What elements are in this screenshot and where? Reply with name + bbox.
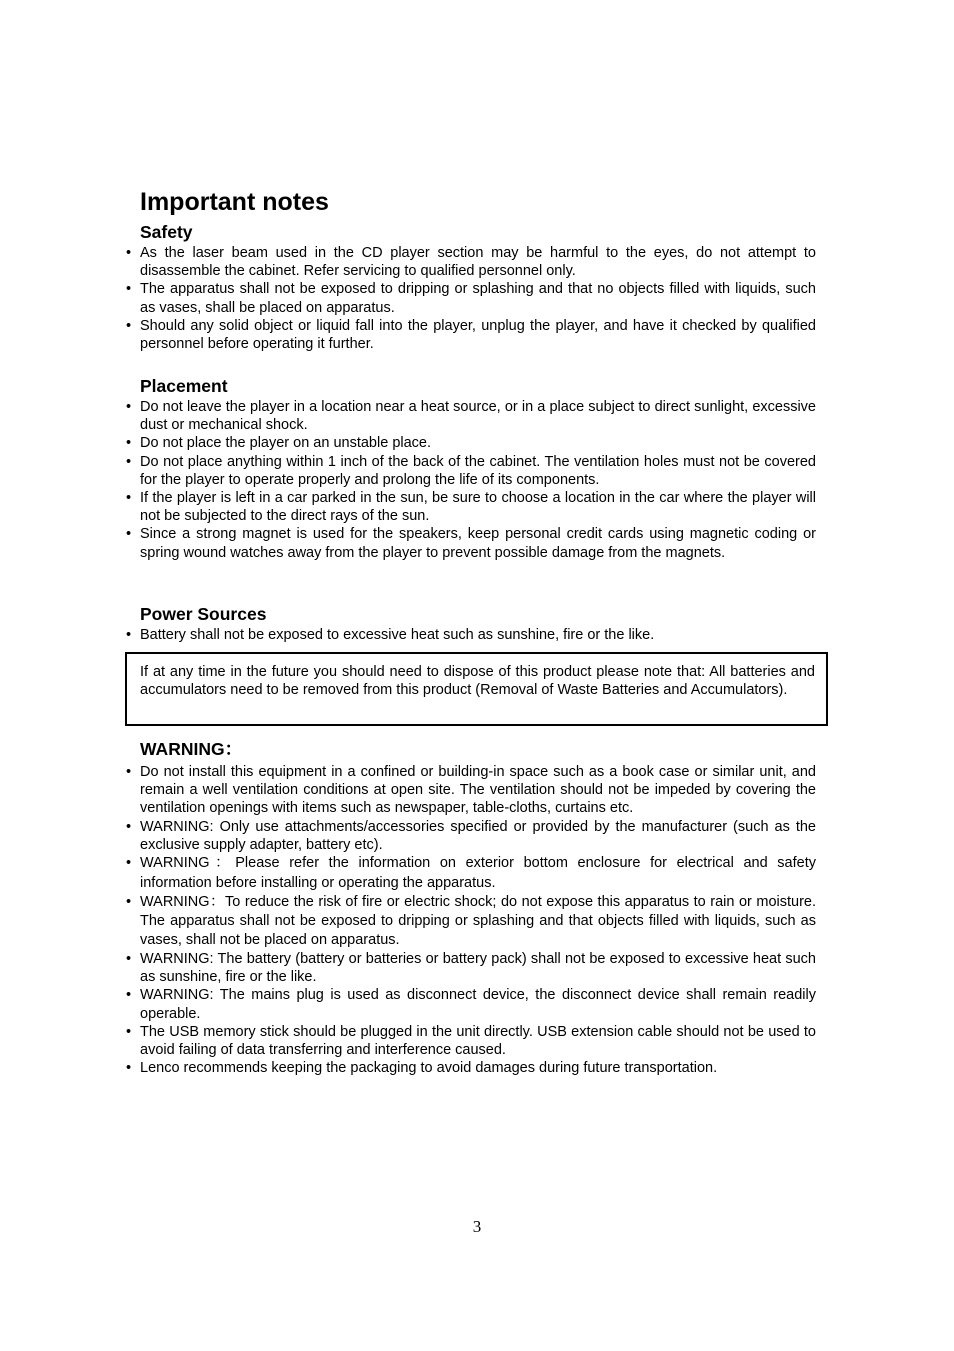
list-item: • The USB memory stick should be plugged in the unit directly. USB extension cable should not be used to avoid failing of data transferring and interference caused. <box>125 1023 816 1059</box>
list-item: • As the laser beam used in the CD player section may be harmful to the eyes, do not attempt to disassemble the cabinet. Refer servicing to qualified personnel only. <box>125 244 816 280</box>
power-sources-list <box>125 626 816 644</box>
list-item: • Do not place anything within 1 inch of the back of the cabinet. The ventilation holes must not be covered for the player to operate properly and prolong the life of its components. <box>125 453 816 489</box>
page-title: Important notes <box>140 188 329 216</box>
list-item: • Do not leave the player in a location near a heat source, or in a place subject to direct sunlight, excessive dust or mechanical shock. <box>125 398 816 434</box>
placement-list <box>125 398 816 562</box>
warning-heading: WARNING： <box>140 739 243 759</box>
list-item: • WARNING: The mains plug is used as disconnect device, the disconnect device shall remain readily operable. <box>125 986 816 1022</box>
safety-heading: Safety <box>140 222 193 242</box>
page-number: 3 <box>472 1217 482 1236</box>
list-item: • WARNING：Please refer the information on exterior bottom enclosure for electrical and safety information before installing or operating the apparatus. <box>125 854 816 893</box>
list-item: • The apparatus shall not be exposed to dripping or splashing and that no objects filled with liquids, such as vases, shall be placed on apparatus. <box>125 280 816 316</box>
list-item: • Battery shall not be exposed to excessive heat such as sunshine, fire or the like. <box>125 626 816 644</box>
notice-text: If at any time in the future you should need to dispose of this product please note that: All batteries and accumulators need to be removed from this product (Removal of Waste Batteries and Accumulators). <box>140 664 815 699</box>
power-sources-heading: Power Sources <box>140 604 267 624</box>
placement-heading: Placement <box>140 376 228 396</box>
list-item: • Should any solid object or liquid fall into the player, unplug the player, and have it checked by qualified personnel before operating it further. <box>125 317 816 353</box>
list-item: • If the player is left in a car parked in the sun, be sure to choose a location in the car where the player will not be subjected to the direct rays of the sun. <box>125 489 816 525</box>
list-item: • WARNING: Only use attachments/accessories specified or provided by the manufacturer (such as the exclusive supply adapter, battery etc). <box>125 818 816 854</box>
list-item: • Lenco recommends keeping the packaging to avoid damages during future transportation. <box>125 1059 816 1077</box>
safety-list <box>125 244 816 353</box>
list-item: • Do not install this equipment in a confined or building-in space such as a book case or similar unit, and remain a well ventilation conditions at open site. The ventilation should not be impeded by covering the ventilation openings with items such as newspaper, table-cloths, curtains etc. <box>125 763 816 818</box>
list-item: • WARNING：To reduce the risk of fire or electric shock; do not expose this apparatus to rain or moisture. The apparatus shall not be exposed to dripping or splashing and that objects filled with liquids, such as vases, shall not be placed on apparatus. <box>125 893 816 950</box>
list-item: • Do not place the player on an unstable place. <box>125 434 816 452</box>
list-item: • WARNING: The battery (battery or batteries or battery pack) shall not be exposed to excessive heat such as sunshine, fire or the like. <box>125 950 816 986</box>
battery-disposal-notice <box>125 652 828 726</box>
warning-list <box>125 763 816 1077</box>
list-item: • Since a strong magnet is used for the speakers, keep personal credit cards using magnetic coding or spring wound watches away from the player to prevent possible damage from the magnets. <box>125 525 816 561</box>
